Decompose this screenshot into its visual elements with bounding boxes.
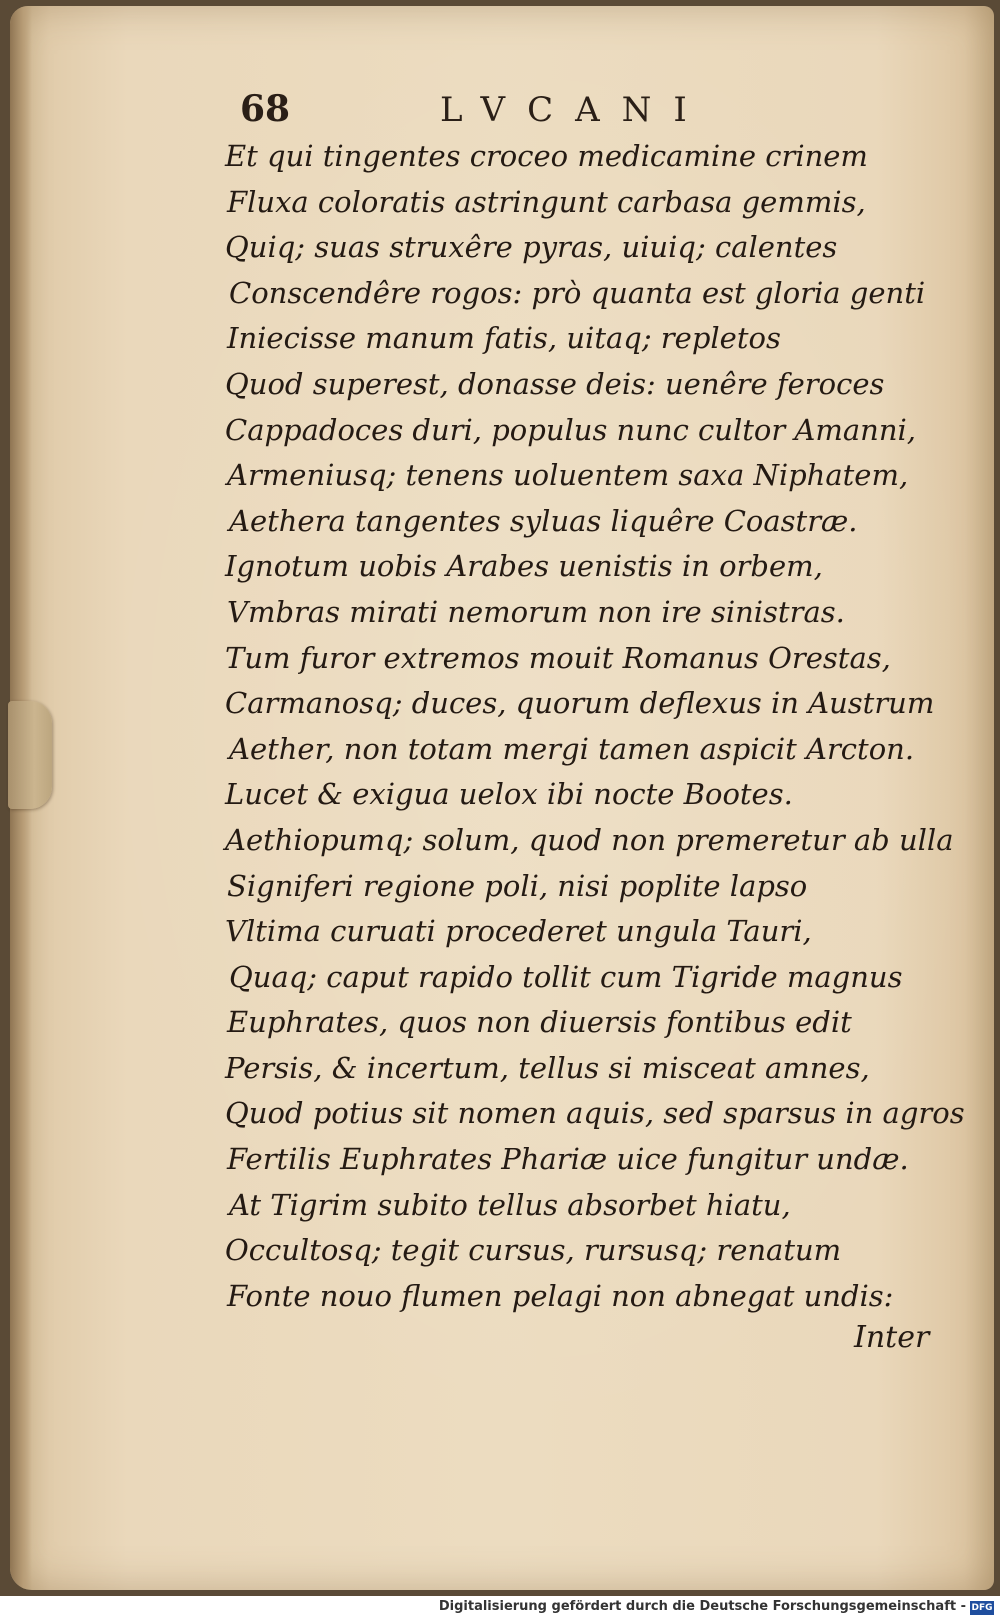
verse-line: Armeniusq; tenens uoluentem saxa Niphatem, xyxy=(227,458,909,493)
digitization-footer xyxy=(0,1596,1000,1622)
catchword: Inter xyxy=(854,1320,930,1355)
verse-line: Iniecisse manum fatis, uitaq; repletos xyxy=(227,321,781,356)
verse-line: Quod superest, donasse deis: uenêre feroces xyxy=(225,366,885,401)
page-number: 68 xyxy=(240,88,291,130)
verse-line: Persis, & incertum, tellus si misceat amnes, xyxy=(225,1050,870,1085)
verse-line: Et qui tingentes croceo medicamine crinem xyxy=(225,139,868,173)
verse-line: Cappadoces duri, populus nunc cultor Amanni, xyxy=(225,412,917,447)
verse-line: Vltima curuati procederet ungula Tauri, xyxy=(225,914,812,949)
verse-line: Fluxa coloratis astringunt carbasa gemmis, xyxy=(227,184,866,219)
funding-credit: Digitalisierung gefördert durch die Deutsche Forschungsgemeinschaft - xyxy=(438,1599,966,1614)
verse-line: Ignotum uobis Arabes uenistis in orbem, xyxy=(225,549,823,584)
verse-line: Aethiopumq; solum, quod non premeretur ab ulla xyxy=(225,822,954,857)
verse-line: Euphrates, quos non diuersis fontibus edit xyxy=(227,1005,852,1040)
verse-line: Fonte nouo flumen pelagi non abnegat undis: xyxy=(227,1278,894,1313)
verse-line: Occultosq; tegit cursus, rursusq; renatum xyxy=(225,1233,842,1268)
verse-line: Quiq; suas struxêre pyras, uiuiq; calentes xyxy=(225,230,838,265)
dfg-logo-icon: DFG xyxy=(971,1603,993,1613)
verse-line: Aether, non totam mergi tamen aspicit Arcton. xyxy=(229,731,915,766)
verse-line: Quaq; caput rapido tollit cum Tigride magnus xyxy=(229,959,903,994)
bookmark-tab xyxy=(8,701,52,809)
verse-line: Conscendêre rogos: prò quanta est gloria genti xyxy=(229,275,926,310)
book-page xyxy=(10,6,994,1590)
verse-line: At Tigrim subito tellus absorbet hiatu, xyxy=(229,1187,791,1222)
verse-line: Quod potius sit nomen aquis, sed sparsus in agros xyxy=(225,1096,965,1131)
verse-line: Aethera tangentes syluas liquêre Coastræ. xyxy=(229,503,858,538)
verse-line: Tum furor extremos mouit Romanus Orestas, xyxy=(225,640,891,675)
verse-line: Lucet & exigua uelox ibi nocte Bootes. xyxy=(225,777,793,812)
running-head: LVCANI xyxy=(440,90,709,130)
verse-line: Signiferi regione poli, nisi poplite lapso xyxy=(227,868,808,903)
verse-line: Carmanosq; duces, quorum deflexus in Austrum xyxy=(225,686,935,721)
verse-line: Fertilis Euphrates Phariæ uice fungitur undæ. xyxy=(227,1142,909,1177)
verse-line: Vmbras mirati nemorum non ire sinistras. xyxy=(227,594,845,629)
verse-text xyxy=(225,134,965,1319)
page-header xyxy=(10,88,994,138)
